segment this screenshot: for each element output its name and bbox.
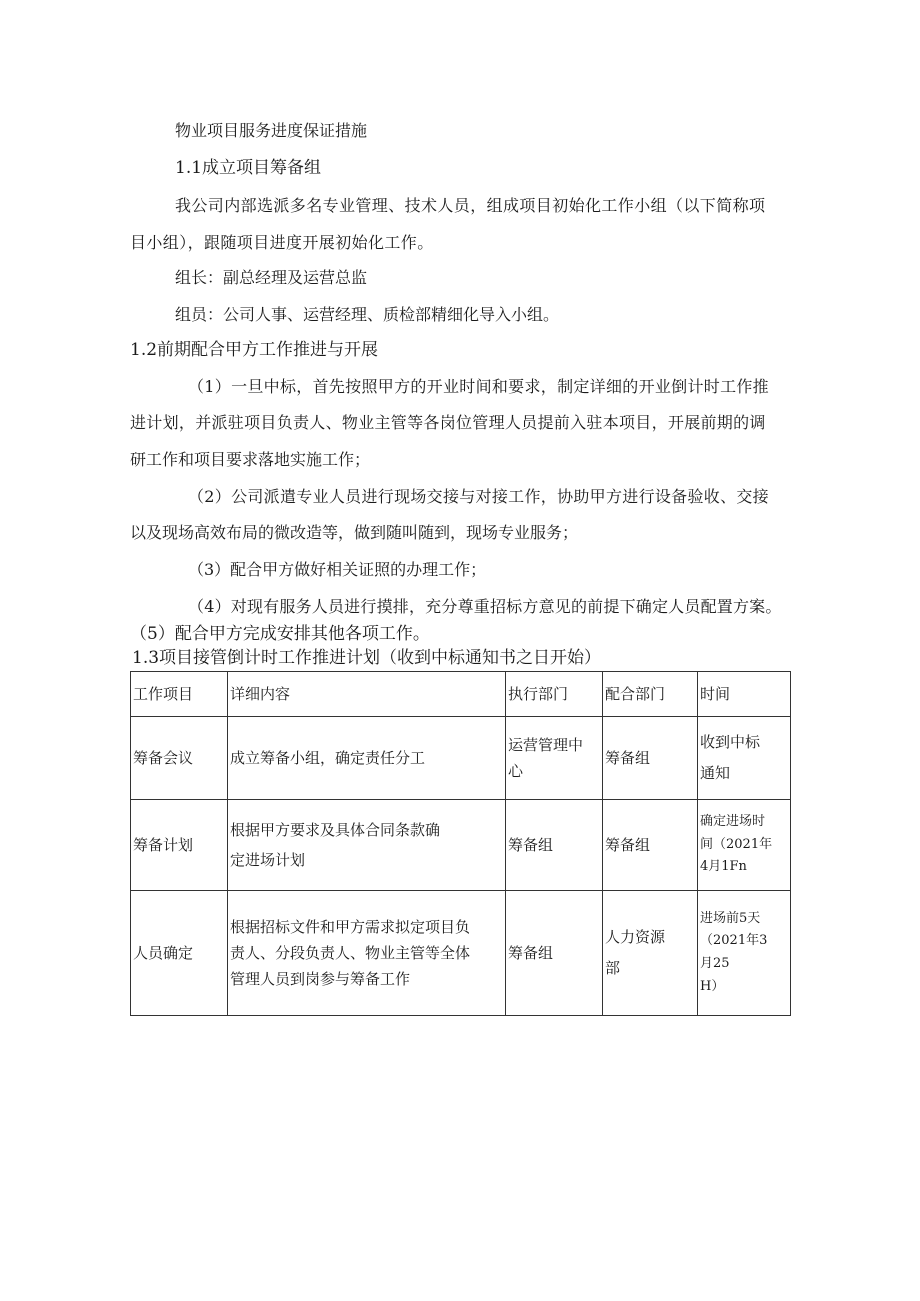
item3: （3）配合甲方做好相关证照的办理工作；	[188, 560, 487, 579]
header-cell: 时间	[698, 672, 791, 717]
item1-line3: 研工作和项目要求落地实施工作；	[130, 450, 371, 469]
item1-line2: 进计划，并派驻项目负责人、物业主管等各岗位管理人员提前入驻本项目，开展前期的调	[130, 413, 766, 432]
table-header-row	[131, 672, 791, 717]
cell-line: 4月1Fn	[700, 859, 747, 875]
item4: （4）对现有服务人员进行摸排，充分尊重招标方意见的前提下确定人员配置方案。	[188, 597, 782, 616]
item5: （5）配合甲方完成安排其他各项工作。	[130, 624, 430, 644]
cell-line: 根据招标文件和甲方需求拟定项目负	[230, 917, 471, 936]
header-cell: 详细内容	[228, 672, 506, 717]
item1-line1: （1）一旦中标，首先按照甲方的开业时间和要求，制定详细的开业倒计时工作推	[188, 377, 769, 396]
cell-detail: 成立筹备小组，确定责任分工	[228, 717, 506, 800]
cell-line: 心	[508, 762, 524, 780]
table-row	[131, 891, 791, 1016]
cell-line: 确定进场时	[700, 813, 766, 829]
cell-coop: 筹备组	[603, 717, 698, 800]
header-cell: 工作项目	[131, 672, 228, 717]
cell-exec: 筹备组	[506, 891, 603, 1016]
section-1-3-heading: 1.3项目接管倒计时工作推进计划（收到中标通知书之日开始）	[132, 648, 602, 668]
document-title: 物业项目服务进度保证措施	[175, 121, 368, 140]
cell-item: 筹备会议	[131, 717, 228, 800]
cell-exec	[506, 717, 603, 800]
cell-line: 收到中标	[700, 732, 761, 751]
cell-line: 运营管理中	[508, 735, 584, 754]
cell-line: 管理人员到岗参与筹备工作	[230, 970, 411, 989]
countdown-plan-table	[130, 671, 791, 1016]
cell-line: 人力资源	[605, 927, 666, 946]
cell-time	[698, 717, 791, 800]
cell-line: 定进场计划	[230, 851, 306, 869]
item2-line2: 以及现场高效布局的微改造等，做到随叫随到，现场专业服务；	[130, 523, 579, 542]
cell-line: 部	[605, 959, 621, 977]
cell-exec: 筹备组	[506, 800, 603, 891]
item2-line1: （2）公司派遣专业人员进行现场交接与对接工作，协助甲方进行设备验收、交接	[188, 487, 769, 506]
cell-line: （2021年3	[700, 933, 768, 949]
cell-coop	[603, 891, 698, 1016]
cell-line: 根据甲方要求及具体合同条款确	[230, 821, 441, 839]
cell-line: H）	[700, 978, 725, 994]
section-1-1-body-line2: 目小组），跟随项目进度开展初始化工作。	[130, 233, 434, 252]
team-leader: 组长：副总经理及运营总监	[175, 268, 368, 287]
header-cell: 配合部门	[603, 672, 698, 717]
table-row	[131, 717, 791, 800]
cell-line: 间（2021年	[700, 836, 773, 852]
section-1-1-body-line1: 我公司内部选派多名专业管理、技术人员，组成项目初始化工作小组（以下简称项	[175, 196, 766, 215]
cell-item: 人员确定	[131, 891, 228, 1016]
cell-detail	[228, 800, 506, 891]
section-1-2-heading: 1.2前期配合甲方工作推进与开展	[130, 340, 379, 360]
cell-coop: 筹备组	[603, 800, 698, 891]
cell-line: 责人、分段负责人、物业主管等全体	[230, 943, 471, 962]
cell-item: 筹备计划	[131, 800, 228, 891]
cell-detail	[228, 891, 506, 1016]
cell-time	[698, 800, 791, 891]
cell-line: 进场前5天	[700, 910, 761, 926]
team-members: 组员：公司人事、运营经理、质检部精细化导入小组。	[175, 305, 560, 324]
cell-line: 通知	[700, 764, 731, 782]
header-cell: 执行部门	[506, 672, 603, 717]
cell-line: 月25	[700, 956, 730, 971]
section-1-1-heading: 1.1成立项目筹备组	[175, 158, 322, 178]
table-row	[131, 800, 791, 891]
cell-time	[698, 891, 791, 1016]
